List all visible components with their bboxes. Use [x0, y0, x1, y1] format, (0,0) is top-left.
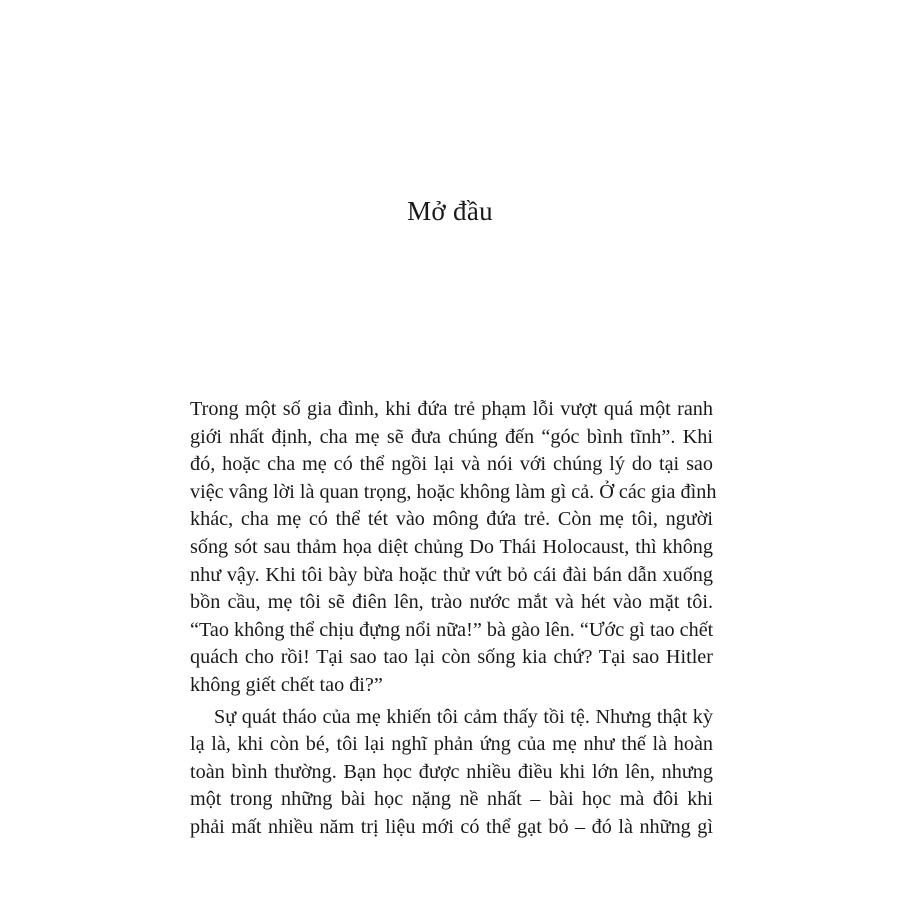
chapter-title: Mở đầu	[407, 196, 493, 226]
text-line: phải mất nhiều năm trị liệu mới có thể gạt bỏ – đó là những gì	[190, 815, 713, 838]
text-line: giới nhất định, cha mẹ sẽ đưa chúng đến “góc bình tĩnh”. Khi	[190, 425, 713, 448]
text-line: khác, cha mẹ có thể tét vào mông đứa trẻ. Còn mẹ tôi, người	[190, 508, 713, 531]
text-line: toàn bình thường. Bạn học được nhiều điều khi lớn lên, nhưng	[190, 760, 713, 783]
body-text	[190, 396, 717, 842]
text-line: không giết chết tao đi?”	[190, 673, 383, 696]
text-line: “Tao không thể chịu đựng nổi nữa!” bà gào lên. “Ước gì tao chết	[190, 618, 714, 641]
paragraph-2	[190, 704, 713, 842]
text-line: một trong những bài học nặng nề nhất – bài học mà đôi khi	[190, 788, 713, 811]
text-line: sống sót sau thảm họa diệt chủng Do Thái Holocaust, thì không	[190, 535, 713, 558]
text-line: việc vâng lời là quan trọng, hoặc không làm gì cả. Ở các gia đình	[190, 480, 717, 503]
text-line: như vậy. Khi tôi bày bừa hoặc thử vứt bỏ cái đài bán dẫn xuống	[190, 563, 713, 586]
text-line: lạ là, khi còn bé, tôi lại nghĩ phản ứng của mẹ như thế là hoàn	[190, 733, 713, 756]
text-line: bồn cầu, mẹ tôi sẽ điên lên, trào nước mắt và hét vào mặt tôi.	[190, 591, 713, 614]
text-line: đó, hoặc cha mẹ có thể ngồi lại và nói với chúng lý do tại sao	[190, 453, 713, 476]
text-line: Sự quát tháo của mẹ khiến tôi cảm thấy tồi tệ. Nhưng thật kỳ	[214, 705, 713, 728]
text-line: quách cho rồi! Tại sao tao lại còn sống kia chứ? Tại sao Hitler	[190, 646, 713, 669]
paragraph-1	[190, 396, 717, 700]
text-line: Trong một số gia đình, khi đứa trẻ phạm lỗi vượt quá một ranh	[190, 398, 713, 420]
